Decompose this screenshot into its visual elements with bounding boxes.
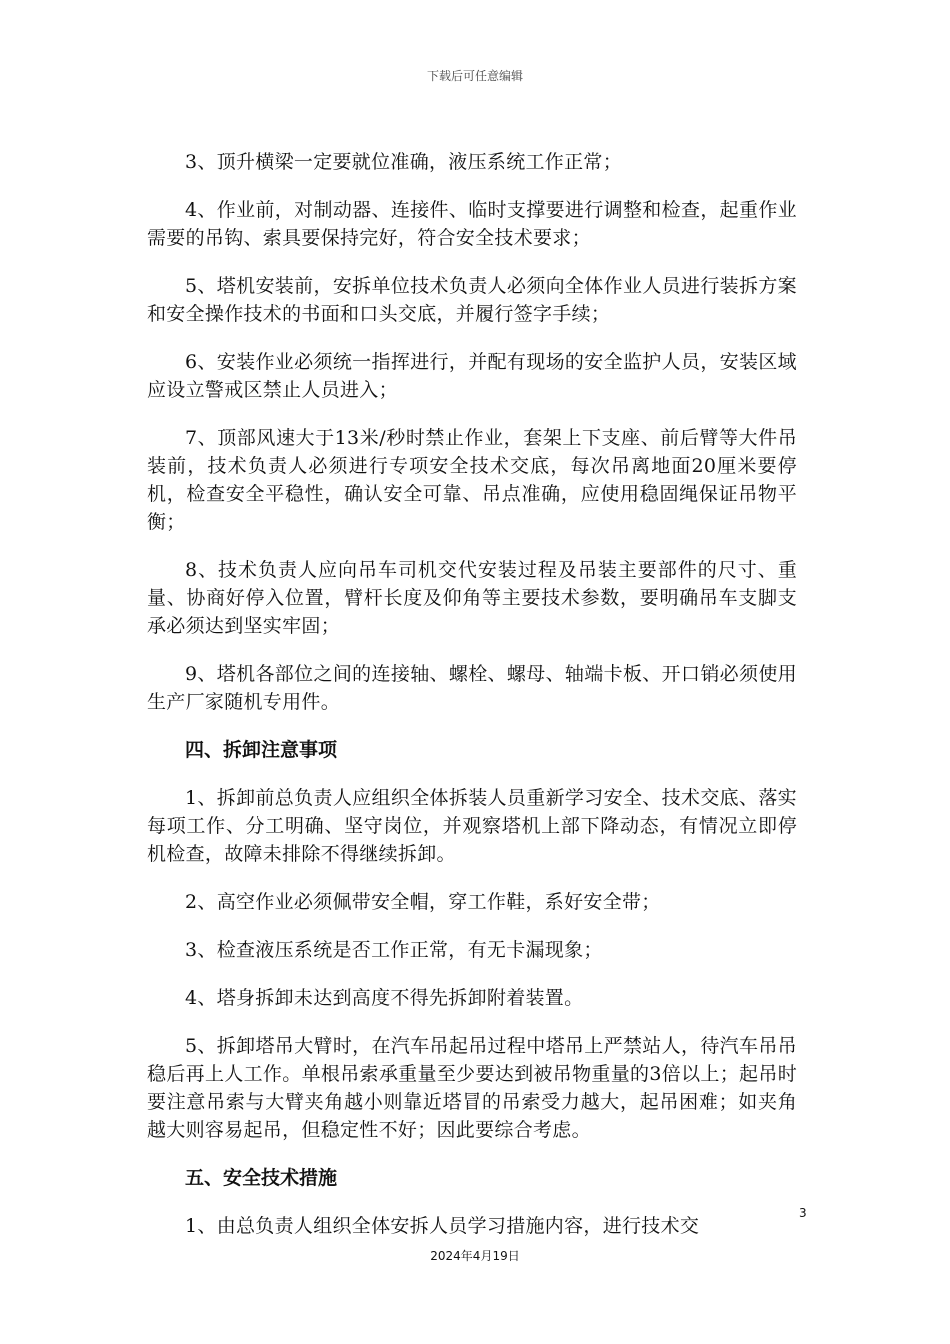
page-number: 3 <box>799 1206 807 1220</box>
paragraph: 3、检查液压系统是否工作正常，有无卡漏现象； <box>185 939 603 961</box>
paragraph: 5、拆卸塔吊大臂时，在汽车吊起吊过程中塔吊上严禁站人，待汽车吊吊稳后再上人工作。单根吊索承重量至少要达到被吊物重量的3倍以上；起吊时要注意吊索与大臂夹角越小则靠近塔冒的吊索受力越大，起吊困难；如夹角越大则容易起吊，但稳定性不好；因此要综合考虑。 <box>147 1035 797 1141</box>
paragraph: 1、拆卸前总负责人应组织全体拆装人员重新学习安全、技术交底、落实每项工作、分工明确、坚守岗位，并观察塔机上部下降动态，有情况立即停机检查，故障未排除不得继续拆卸。 <box>147 787 797 865</box>
document-body <box>147 148 797 1260</box>
paragraph: 3、顶升横梁一定要就位准确，液压系统工作正常； <box>185 151 622 173</box>
paragraph: 7、顶部风速大于13米/秒时禁止作业，套架上下支座、前后臂等大件吊装前，技术负责人必须进行专项安全技术交底，每次吊离地面20厘米要停机，检查安全平稳性，确认安全可靠、吊点准确，应使用稳固绳保证吊物平衡； <box>147 427 797 533</box>
paragraph: 4、塔身拆卸未达到高度不得先拆卸附着装置。 <box>185 987 584 1009</box>
page-footer-date: 2024年4月19日 <box>430 1249 520 1263</box>
paragraph: 1、由总负责人组织全体安拆人员学习措施内容，进行技术交 <box>185 1215 700 1237</box>
paragraph: 5、塔机安装前，安拆单位技术负责人必须向全体作业人员进行装拆方案和安全操作技术的书面和口头交底，并履行签字手续； <box>147 275 797 325</box>
paragraph: 2、高空作业必须佩带安全帽，穿工作鞋，系好安全带； <box>185 891 661 913</box>
section-heading: 四、拆卸注意事项 <box>185 739 338 761</box>
section-heading: 五、安全技术措施 <box>185 1167 338 1189</box>
paragraph: 6、安装作业必须统一指挥进行，并配有现场的安全监护人员，安装区域应设立警戒区禁止人员进入； <box>147 351 797 401</box>
paragraph: 9、塔机各部位之间的连接轴、螺栓、螺母、轴端卡板、开口销必须使用生产厂家随机专用件。 <box>147 663 797 713</box>
paragraph: 8、技术负责人应向吊车司机交代安装过程及吊装主要部件的尺寸、重量、协商好停入位置，臂杆长度及仰角等主要技术参数，要明确吊车支脚支承必须达到坚实牢固； <box>147 559 797 637</box>
page-header: 下载后可任意编辑 <box>426 69 523 83</box>
paragraph: 4、作业前，对制动器、连接件、临时支撑要进行调整和检查，起重作业需要的吊钩、索具要保持完好，符合安全技术要求； <box>147 199 797 249</box>
